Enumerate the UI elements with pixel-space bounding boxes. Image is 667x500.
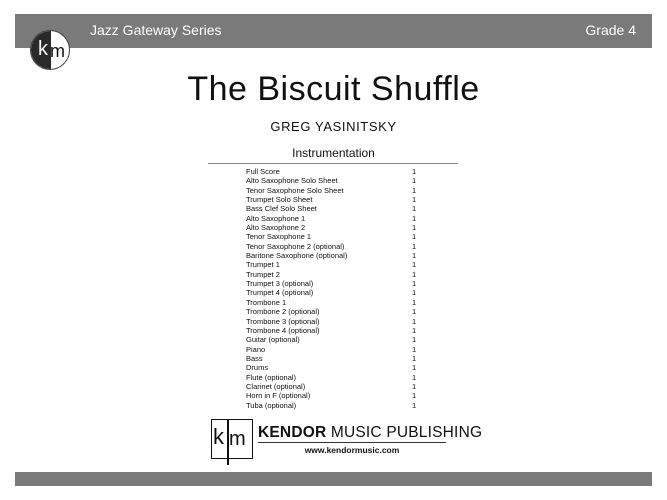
instrument-row [246, 307, 426, 316]
instrument-quantity: 1 [412, 400, 417, 410]
instrument-name: Piano [246, 344, 266, 354]
kendor-logo [211, 419, 253, 465]
instrument-name: Trumpet 1 [246, 260, 280, 270]
instrument-row [246, 242, 426, 251]
instrument-name: Full Score [246, 167, 280, 176]
instrument-name: Trumpet 3 (optional) [246, 279, 314, 289]
publisher-name-bold: KENDOR [258, 424, 327, 441]
instrument-quantity: 1 [412, 223, 417, 233]
footer-bar [15, 472, 652, 486]
instrument-row [246, 279, 426, 288]
instrument-quantity: 1 [412, 251, 417, 261]
instrument-quantity: 1 [412, 372, 417, 382]
logo-k-letter: k [213, 424, 224, 449]
instrument-quantity: 1 [412, 344, 417, 354]
instrumentation-list [246, 167, 426, 410]
instrument-quantity: 1 [412, 260, 417, 270]
instrument-name: Trombone 1 [246, 297, 287, 307]
instrument-name: Tenor Saxophone 1 [246, 232, 312, 242]
instrument-name: Horn in F (optional) [246, 391, 311, 401]
instrument-name: Alto Saxophone 1 [246, 213, 306, 223]
instrument-name: Flute (optional) [246, 372, 297, 382]
instrument-row [246, 298, 426, 307]
km-badge-logo [30, 30, 70, 70]
instrument-quantity: 1 [412, 213, 417, 223]
instrument-row [246, 186, 426, 195]
instrument-row [246, 214, 426, 223]
instrument-name: Alto Saxophone 2 [246, 223, 306, 233]
instrumentation-heading: Instrumentation [292, 146, 375, 160]
instrument-name: Tuba (optional) [246, 400, 297, 410]
instrument-row [246, 382, 426, 391]
instrument-row [246, 354, 426, 363]
instrument-name: Bass [246, 353, 263, 363]
instrument-name: Baritone Saxophone (optional) [246, 251, 348, 261]
instrument-row [246, 373, 426, 382]
page-title: The Biscuit Shuffle [187, 70, 480, 108]
publisher-name-rest: MUSIC PUBLISHING [326, 424, 483, 441]
badge-m-letter: m [50, 41, 65, 61]
instrument-quantity: 1 [412, 241, 417, 251]
instrument-row [246, 363, 426, 372]
grade-label: Grade 4 [585, 22, 636, 38]
instrument-quantity: 1 [412, 353, 417, 363]
composer-name: GREG YASINITSKY [270, 119, 397, 134]
instrument-quantity: 1 [412, 325, 417, 335]
instrument-row [246, 326, 426, 335]
instrument-name: Clarinet (optional) [246, 381, 306, 391]
instrument-row [246, 401, 426, 410]
instrument-row [246, 260, 426, 269]
instrument-quantity: 1 [412, 232, 417, 242]
instrument-name: Guitar (optional) [246, 335, 300, 345]
instrument-name: Trombone 4 (optional) [246, 325, 320, 335]
instrument-quantity: 1 [412, 288, 417, 298]
instrument-name: Trumpet Solo Sheet [246, 195, 313, 205]
instrument-row [246, 232, 426, 241]
instrument-name: Bass Clef Solo Sheet [246, 204, 317, 214]
publisher-divider [258, 442, 446, 443]
badge-k-letter: k [38, 38, 48, 60]
instrument-name: Tenor Saxophone Solo Sheet [246, 185, 344, 195]
instrument-quantity: 1 [412, 195, 417, 205]
instrument-quantity: 1 [412, 363, 417, 373]
instrumentation-divider [208, 163, 458, 164]
instrument-row [246, 223, 426, 232]
instrument-row [246, 335, 426, 344]
instrument-name: Trumpet 2 [246, 269, 280, 279]
instrument-quantity: 1 [412, 167, 417, 176]
instrument-quantity: 1 [412, 204, 417, 214]
instrument-name: Trombone 2 (optional) [246, 307, 320, 317]
instrument-row [246, 204, 426, 213]
instrument-quantity: 1 [412, 335, 417, 345]
instrument-name: Alto Saxophone Solo Sheet [246, 176, 338, 186]
instrument-row [246, 345, 426, 354]
publisher-url: www.kendormusic.com [304, 445, 400, 455]
instrument-row [246, 167, 426, 176]
instrument-quantity: 1 [412, 381, 417, 391]
instrument-row [246, 251, 426, 260]
instrument-name: Tenor Saxophone 2 (optional) [246, 241, 345, 251]
publisher-name [258, 424, 482, 442]
instrument-quantity: 1 [412, 176, 417, 186]
instrument-name: Trumpet 4 (optional) [246, 288, 314, 298]
header-bar [15, 14, 652, 48]
series-name: Jazz Gateway Series [90, 22, 222, 38]
instrument-quantity: 1 [412, 185, 417, 195]
instrument-quantity: 1 [412, 316, 417, 326]
logo-m-letter: m [229, 428, 246, 450]
instrument-row [246, 288, 426, 297]
instrument-quantity: 1 [412, 391, 417, 401]
instrument-quantity: 1 [412, 269, 417, 279]
instrument-row [246, 270, 426, 279]
instrument-name: Drums [246, 363, 269, 373]
instrument-quantity: 1 [412, 297, 417, 307]
instrument-row [246, 176, 426, 185]
instrument-row [246, 195, 426, 204]
instrument-name: Trombone 3 (optional) [246, 316, 320, 326]
instrument-row [246, 317, 426, 326]
instrument-row [246, 391, 426, 400]
instrument-quantity: 1 [412, 307, 417, 317]
instrument-quantity: 1 [412, 279, 417, 289]
